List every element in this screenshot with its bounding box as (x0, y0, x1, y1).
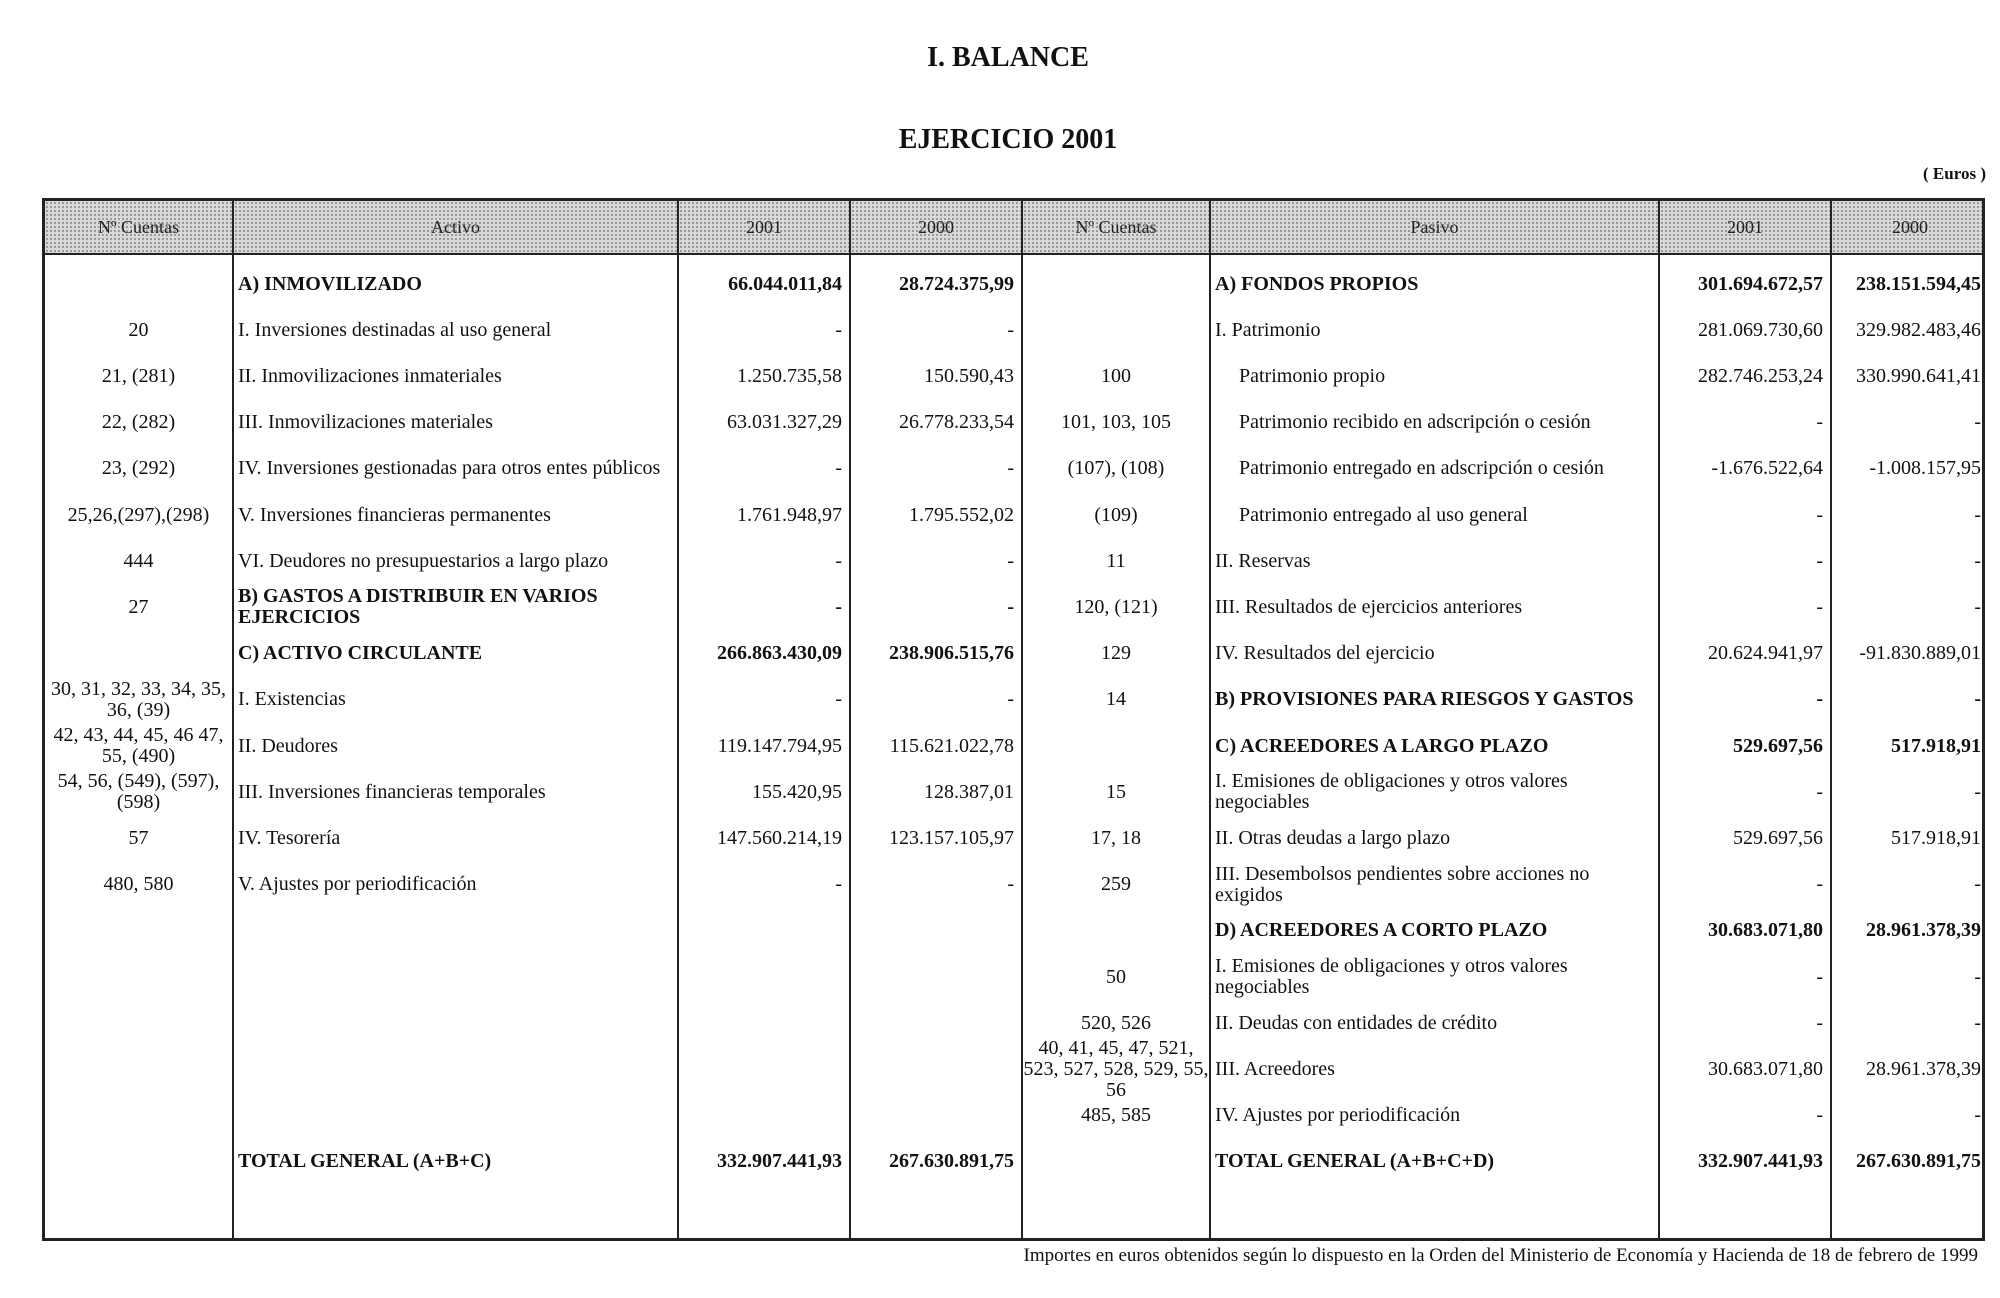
account-codes: 42, 43, 44, 45, 46 47, 55, (490) (53, 724, 224, 768)
total-label: TOTAL GENERAL (A+B+C) (238, 1150, 492, 1173)
value-2000: 1.795.552,02 (909, 503, 1014, 526)
row-label: Patrimonio entregado al uso general (1239, 503, 1528, 526)
value-2001: - (1816, 688, 1823, 711)
account-codes: 14 (1106, 688, 1126, 711)
value-2001: 1.761.948,97 (737, 503, 842, 526)
value-2000: - (1974, 688, 1981, 711)
row-label: II. Deudores (238, 734, 338, 757)
account-codes: 444 (123, 549, 154, 572)
value-2001: 281.069.730,60 (1698, 318, 1823, 341)
value-2001: -1.676.522,64 (1711, 457, 1823, 480)
account-codes: 20 (128, 318, 149, 341)
value-2001: 30.683.071,80 (1708, 919, 1823, 942)
value-2000: - (1974, 595, 1981, 618)
header-activo: Activo (234, 201, 677, 255)
account-codes (1023, 908, 1209, 954)
value-2000: 26.778.233,54 (899, 411, 1014, 434)
account-codes (1023, 261, 1209, 307)
row-label: V. Ajustes por periodificación (238, 873, 477, 896)
value-2001: 20.624.941,97 (1708, 642, 1823, 665)
row-label: III. Acreedores (1215, 1057, 1335, 1080)
value-2000: 128.387,01 (924, 780, 1014, 803)
value-2000: 115.621.022,78 (889, 734, 1014, 757)
total-2001: 332.907.441,93 (717, 1150, 842, 1173)
row-label: I. Existencias (238, 688, 346, 711)
header-pasivo: Pasivo (1211, 201, 1658, 255)
value-2000: 150.590,43 (924, 364, 1014, 387)
value-2001: 147.560.214,19 (717, 826, 842, 849)
balance-table (42, 198, 1985, 1241)
account-codes: 25,26,(297),(298) (67, 503, 210, 526)
value-2000: - (1974, 411, 1981, 434)
header-pasivo-2001: 2001 (1660, 201, 1830, 255)
value-2001: 30.683.071,80 (1708, 1057, 1823, 1080)
document-subtitle: EJERCICIO 2001 (898, 124, 1118, 155)
value-2001: 66.044.011,84 (728, 272, 842, 295)
row-label: Patrimonio propio (1239, 364, 1386, 387)
row-label: II. Reservas (1215, 549, 1311, 572)
value-2000: 517.918,91 (1891, 826, 1981, 849)
account-codes: 22, (282) (101, 411, 176, 434)
row-label: B) PROVISIONES PARA RIESGOS Y GASTOS (1215, 688, 1634, 711)
row-label: III. Inmovilizaciones materiales (238, 411, 493, 434)
column-divider (232, 201, 234, 1238)
value-2000: - (1974, 503, 1981, 526)
account-codes: 23, (292) (101, 457, 176, 480)
value-2001: 155.420,95 (752, 780, 842, 803)
value-2001: - (835, 873, 842, 896)
value-2001: 1.250.735,58 (737, 364, 842, 387)
value-2001: - (1816, 595, 1823, 618)
account-codes (1023, 723, 1209, 769)
value-2000: - (1974, 549, 1981, 572)
value-2000: - (1007, 688, 1014, 711)
header-activo-2000: 2000 (851, 201, 1021, 255)
account-codes (1023, 307, 1209, 353)
account-codes: 54, 56, (549), (597), (598) (57, 770, 220, 814)
row-label: I. Inversiones destinadas al uso general (238, 318, 552, 341)
row-label: III. Resultados de ejercicios anteriores (1215, 595, 1523, 618)
units-label: ( Euros ) (1923, 164, 1986, 183)
value-2001: - (835, 318, 842, 341)
row-label: II. Inmovilizaciones inmateriales (238, 364, 502, 387)
total-2000: 267.630.891,75 (1856, 1150, 1981, 1173)
row-label: IV. Tesorería (238, 826, 341, 849)
row-label: A) FONDOS PROPIOS (1215, 272, 1419, 295)
value-2001: 282.746.253,24 (1698, 364, 1823, 387)
value-2000: 123.157.105,97 (889, 826, 1014, 849)
account-codes: 50 (1106, 965, 1126, 988)
account-codes: 100 (1101, 364, 1131, 387)
row-label: D) ACREEDORES A CORTO PLAZO (1215, 919, 1548, 942)
row-label: C) ACREEDORES A LARGO PLAZO (1215, 734, 1549, 757)
value-2001: - (1816, 549, 1823, 572)
value-2000: - (1974, 965, 1981, 988)
value-2000: -91.830.889,01 (1859, 642, 1981, 665)
value-2000: 28.961.378,39 (1866, 919, 1981, 942)
value-2000: - (1007, 457, 1014, 480)
value-2001: 63.031.327,29 (727, 411, 842, 434)
value-2000: - (1974, 873, 1981, 896)
account-codes: 120, (121) (1074, 595, 1158, 618)
value-2001: - (1816, 873, 1823, 896)
header-activo-2001: 2001 (679, 201, 849, 255)
row-label: Patrimonio recibido en adscripción o cesión (1239, 411, 1591, 434)
account-codes: 57 (128, 826, 149, 849)
account-codes: 520, 526 (1081, 1011, 1151, 1034)
row-label: V. Inversiones financieras permanentes (238, 503, 551, 526)
account-codes: 15 (1106, 780, 1126, 803)
account-codes: 30, 31, 32, 33, 34, 35, 36, (39) (51, 677, 226, 721)
row-label: A) INMOVILIZADO (238, 272, 422, 295)
value-2000: - (1974, 1011, 1981, 1034)
account-codes: (107), (108) (1067, 457, 1165, 480)
value-2000: 517.918,91 (1891, 734, 1981, 757)
row-label: I. Emisiones de obligaciones y otros valores negociables (1215, 770, 1568, 814)
value-2000: 330.990.641,41 (1856, 364, 1981, 387)
account-codes: 485, 585 (1081, 1104, 1151, 1127)
row-label: III. Desembolsos pendientes sobre acciones no exigidos (1215, 862, 1590, 906)
value-2000: - (1974, 780, 1981, 803)
column-divider (1209, 201, 1211, 1238)
account-codes: 40, 41, 45, 47, 521, 523, 527, 528, 529, 55, 56 (1023, 1036, 1209, 1101)
value-2001: 301.694.672,57 (1698, 272, 1823, 295)
account-codes: 17, 18 (1091, 826, 1141, 849)
value-2001: - (1816, 503, 1823, 526)
account-codes: 27 (128, 595, 149, 618)
value-2000: - (1007, 549, 1014, 572)
value-2000: 28.961.378,39 (1866, 1057, 1981, 1080)
value-2001: 529.697,56 (1733, 826, 1823, 849)
value-2001: - (835, 595, 842, 618)
value-2001: - (1816, 1011, 1823, 1034)
value-2001: 266.863.430,09 (717, 642, 842, 665)
account-codes: 129 (1101, 642, 1131, 665)
row-label: IV. Ajustes por periodificación (1215, 1104, 1461, 1127)
value-2001: - (1816, 780, 1823, 803)
document-title: I. BALANCE (927, 42, 1089, 73)
account-codes: 480, 580 (103, 873, 174, 896)
row-label: IV. Inversiones gestionadas para otros entes públicos (238, 457, 661, 480)
row-label: I. Emisiones de obligaciones y otros valores negociables (1215, 955, 1568, 999)
value-2001: - (1816, 965, 1823, 988)
account-codes: 11 (1106, 549, 1126, 572)
account-codes: 259 (1101, 873, 1131, 896)
value-2000: 238.151.594,45 (1856, 272, 1981, 295)
header-cuentas-pasivo: Nº Cuentas (1023, 201, 1209, 255)
value-2000: 329.982.483,46 (1856, 318, 1981, 341)
value-2000: - (1974, 1104, 1981, 1127)
value-2000: - (1007, 873, 1014, 896)
account-codes (45, 261, 232, 307)
header-pasivo-2000: 2000 (1832, 201, 1985, 255)
row-label: Patrimonio entregado en adscripción o cesión (1239, 457, 1604, 480)
value-2000: - (1007, 595, 1014, 618)
value-2000: -1.008.157,95 (1869, 457, 1981, 480)
footer-note: Importes en euros obtenidos según lo dispuesto en la Orden del Ministerio de Economía y Hacienda de 18 de febrero de 1999 (1023, 1245, 1978, 1266)
value-2001: - (1816, 1104, 1823, 1127)
row-label: I. Patrimonio (1215, 318, 1321, 341)
row-label: II. Deudas con entidades de crédito (1215, 1011, 1498, 1034)
row-label: IV. Resultados del ejercicio (1215, 642, 1435, 665)
account-codes: 21, (281) (101, 364, 176, 387)
value-2000: 238.906.515,76 (889, 642, 1014, 665)
row-label: VI. Deudores no presupuestarios a largo plazo (238, 549, 609, 572)
row-label: III. Inversiones financieras temporales (238, 780, 546, 803)
row-label: C) ACTIVO CIRCULANTE (238, 642, 483, 665)
value-2001: - (1816, 411, 1823, 434)
value-2000: - (1007, 318, 1014, 341)
header-cuentas-activo: Nº Cuentas (45, 201, 232, 255)
total-label: TOTAL GENERAL (A+B+C+D) (1215, 1150, 1495, 1173)
total-2000: 267.630.891,75 (889, 1150, 1014, 1173)
row-label: B) GASTOS A DISTRIBUIR EN VARIOS EJERCICIOS (238, 585, 598, 629)
value-2001: 119.147.794,95 (717, 734, 842, 757)
value-2001: - (835, 549, 842, 572)
value-2001: - (835, 457, 842, 480)
account-codes (45, 631, 232, 677)
value-2000: 28.724.375,99 (899, 272, 1014, 295)
total-2001: 332.907.441,93 (1698, 1150, 1823, 1173)
value-2001: - (835, 688, 842, 711)
value-2001: 529.697,56 (1733, 734, 1823, 757)
account-codes: (109) (1094, 503, 1138, 526)
row-label: II. Otras deudas a largo plazo (1215, 826, 1451, 849)
account-codes: 101, 103, 105 (1061, 411, 1171, 434)
